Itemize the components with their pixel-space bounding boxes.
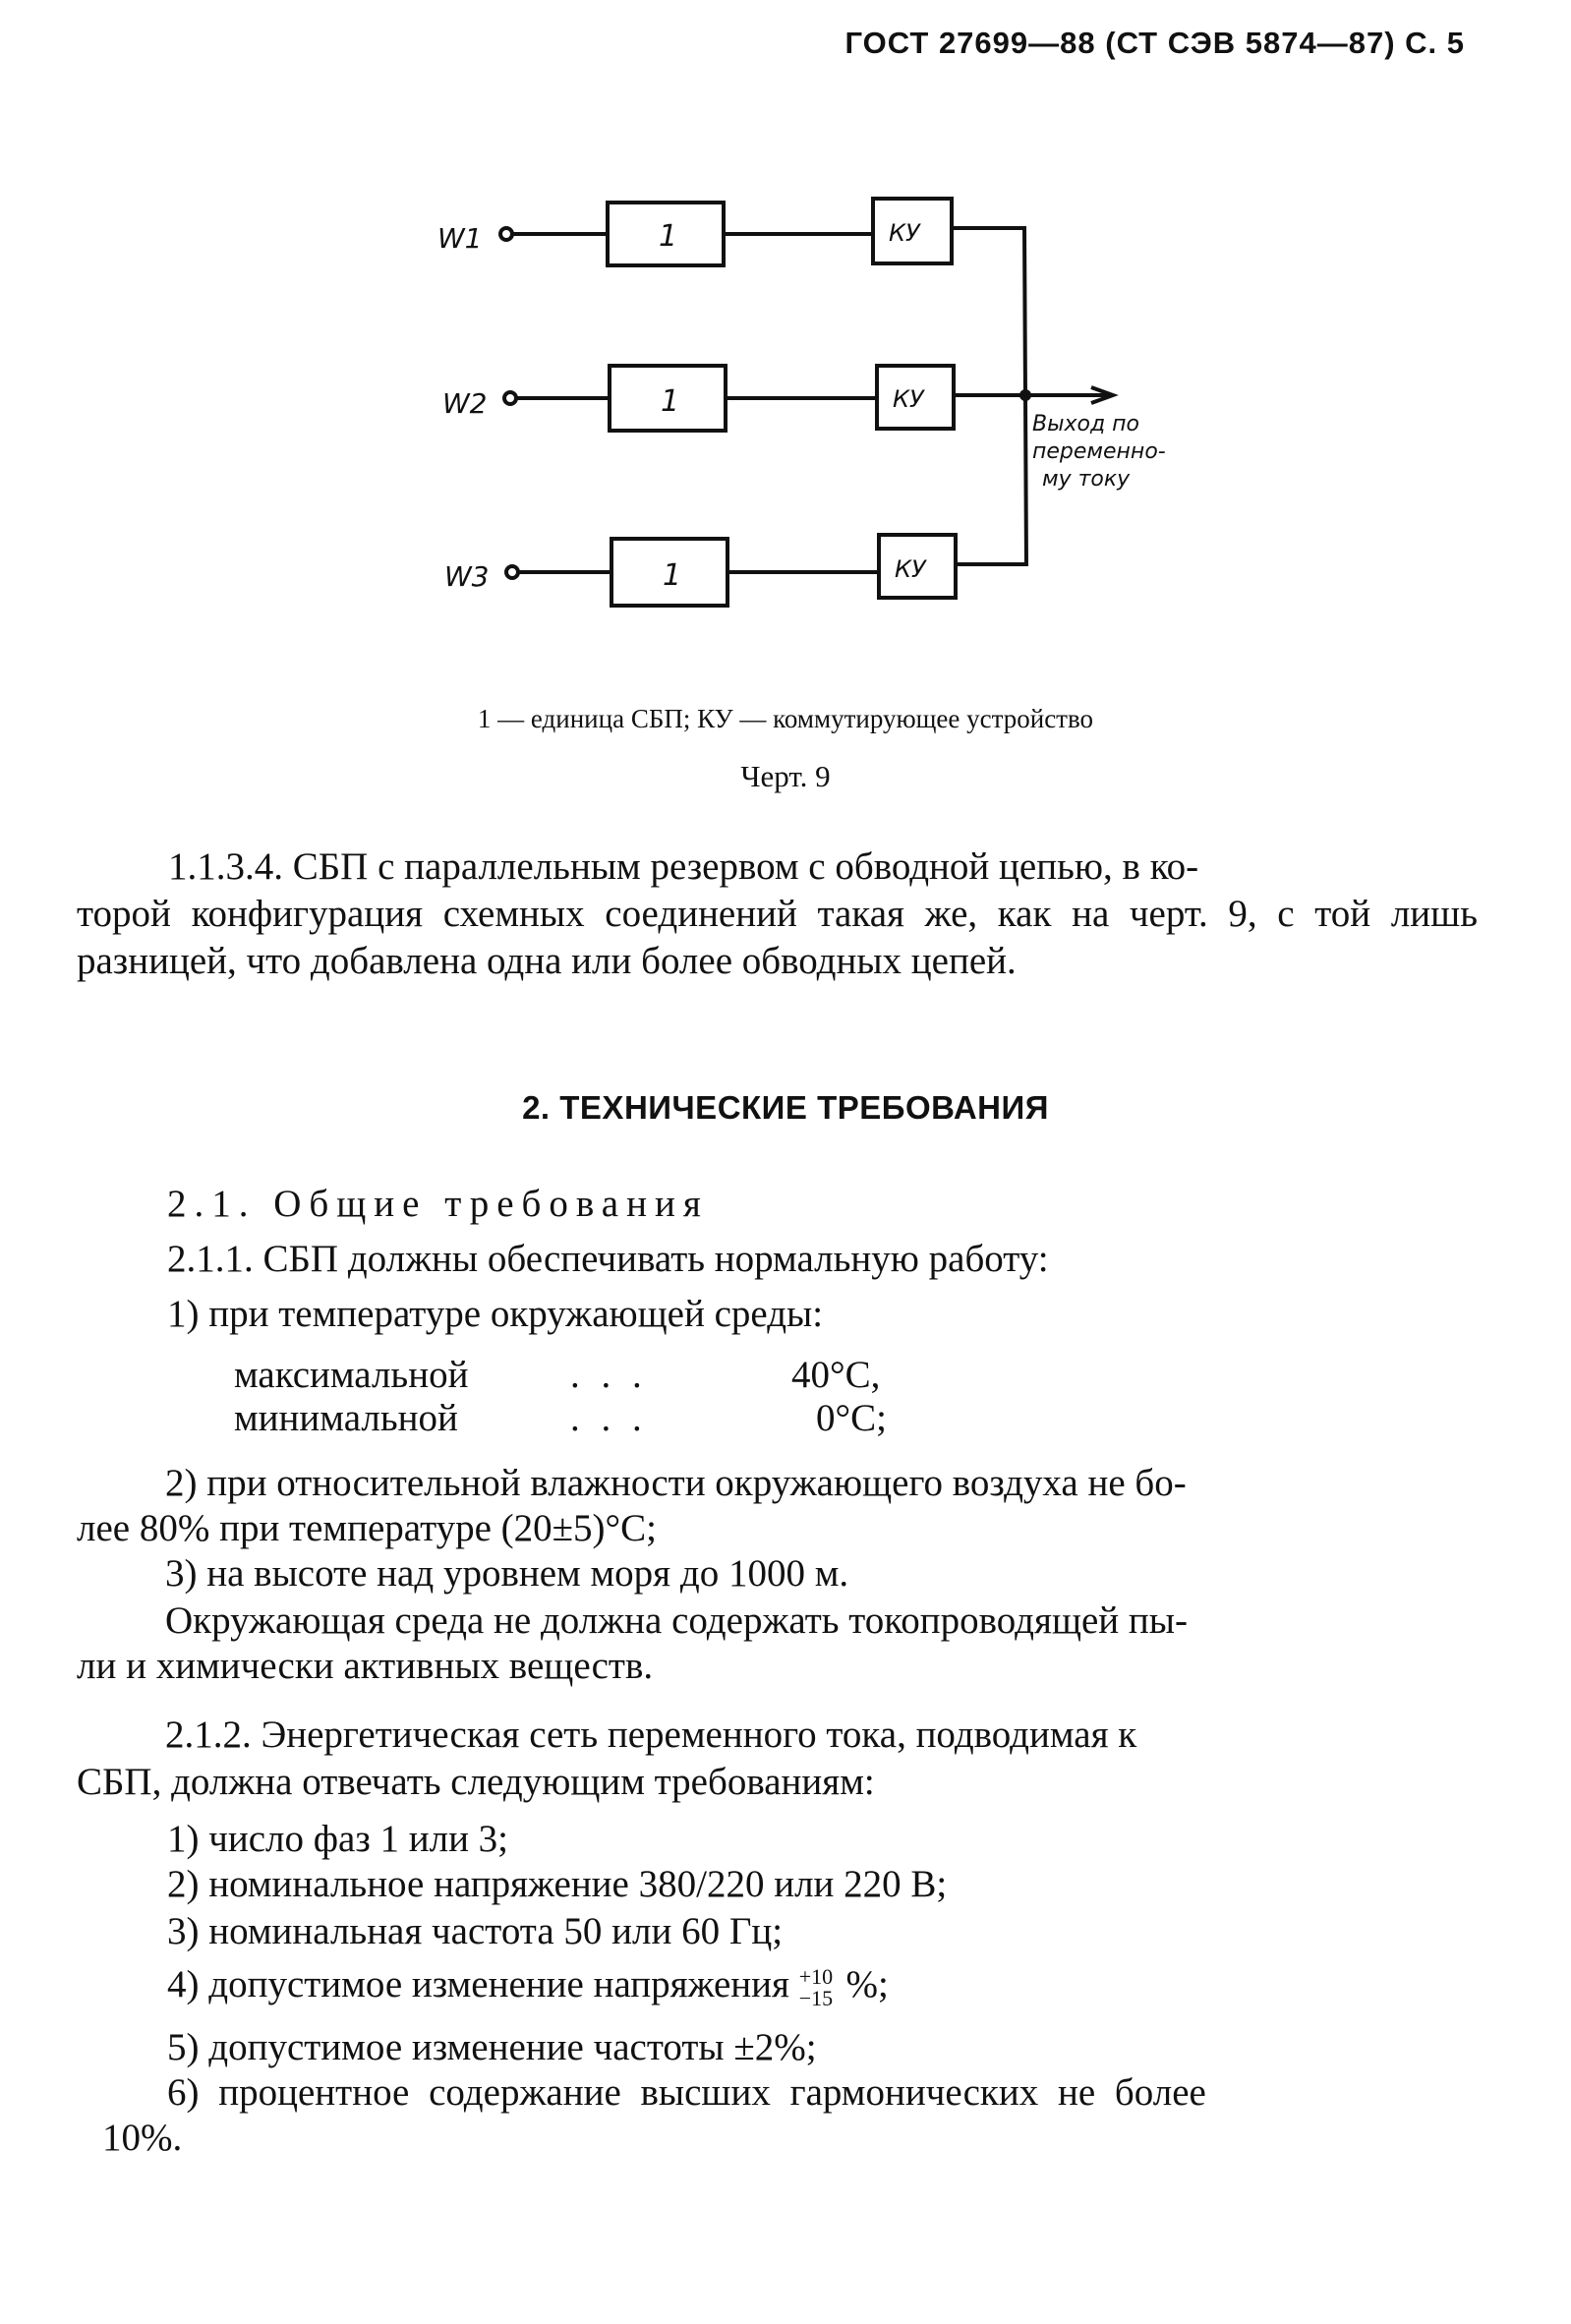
input-terminal-w3	[506, 566, 518, 578]
temp-min-dots: . . .	[570, 1397, 648, 1439]
environment-line-2: ли и химически активных веществ.	[77, 1645, 654, 1687]
temp-min-value: 0°С;	[816, 1397, 887, 1439]
clause-2-1-2-item-3: 3) номинальная частота 50 или 60 Гц;	[167, 1910, 784, 1952]
input-terminal-w1	[500, 228, 512, 240]
voltage-tolerance	[798, 1964, 837, 2011]
temp-max-value: 40°С,	[791, 1354, 881, 1396]
subsection-title-2-1: 2.1. Общие требования	[167, 1183, 709, 1225]
tolerance-upper: +10	[798, 1964, 834, 1990]
section-title: 2. ТЕХНИЧЕСКИЕ ТРЕБОВАНИЯ	[522, 1089, 1049, 1126]
clause-2-1-1-item-2a: 2) при относительной влажности окружающего воздуха не бо-	[165, 1462, 1187, 1504]
block-label-row3: 1	[663, 558, 682, 593]
temp-min-label: минимальной	[234, 1397, 458, 1439]
clause-2-1-2-item-4	[167, 1962, 889, 2011]
tolerance-unit: %;	[845, 1963, 889, 2005]
temp-max-label: максимальной	[234, 1354, 469, 1396]
tolerance-lower: −15	[798, 1986, 834, 2011]
clause-2-1-2-intro-b: СБП, должна отвечать следующим требованиям:	[77, 1761, 875, 1803]
paragraph-rest: торой конфигурация схемных соединений такая же, как на черт. 9, с той лишь разницей, что добавлена одна или более обводных цепей.	[77, 893, 1478, 982]
block-label-row1: 1	[659, 219, 678, 254]
paragraph-first-line: 1.1.3.4. СБП с параллельным резервом с обводной цепью, в ко-	[168, 845, 1199, 888]
clause-2-1-2-item-6b: 10%.	[102, 2117, 183, 2159]
environment-line-1: Окружающая среда не должна содержать токопроводящей пы-	[165, 1599, 1188, 1642]
page-header: ГОСТ 27699—88 (СТ СЭВ 5874—87) С. 5	[844, 26, 1465, 60]
paragraph-1-1-3-4	[77, 843, 1478, 985]
clause-2-1-2-item-6a: 6) процентное содержание высших гармонических не более	[167, 2071, 1206, 2114]
output-label-line3: му току	[1042, 467, 1131, 492]
input-label-w3: W3	[444, 560, 490, 593]
clause-2-1-1-item-1: 1) при температуре окружающей среды:	[167, 1293, 824, 1335]
input-label-w1: W1	[437, 222, 483, 255]
figure-number: Черт. 9	[740, 759, 831, 793]
switch-label-row1: КУ	[889, 219, 920, 247]
clause-2-1-2-item-1: 1) число фаз 1 или 3;	[167, 1818, 509, 1860]
block-label-row2: 1	[661, 384, 680, 419]
switch-label-row3: КУ	[895, 555, 926, 583]
output-label-line2: переменно-	[1032, 439, 1166, 464]
clause-2-1-2-item-2: 2) номинальное напряжение 380/220 или 220 В;	[167, 1863, 948, 1905]
item-4-text: 4) допустимое изменение напряжения	[167, 1963, 789, 2005]
clause-2-1-1-intro: 2.1.1. СБП должны обеспечивать нормальную работу:	[167, 1238, 1049, 1280]
switch-label-row2: КУ	[893, 385, 924, 413]
figure-caption: 1 — единица СБП; КУ — коммутирующее устройство	[477, 704, 1094, 733]
input-label-w2: W2	[442, 387, 488, 420]
clause-2-1-1-item-2b: лее 80% при температуре (20±5)°С;	[77, 1507, 657, 1549]
input-terminal-w2	[504, 392, 516, 404]
figure-9-scheme	[0, 0, 1571, 688]
clause-2-1-1-item-3: 3) на высоте над уровнем моря до 1000 м.	[165, 1552, 849, 1595]
temp-max-dots: . . .	[570, 1354, 648, 1396]
clause-2-1-2-item-5: 5) допустимое изменение частоты ±2%;	[167, 2026, 817, 2068]
clause-2-1-2-intro-a: 2.1.2. Энергетическая сеть переменного тока, подводимая к	[165, 1714, 1137, 1756]
output-label-line1: Выход по	[1032, 412, 1139, 436]
